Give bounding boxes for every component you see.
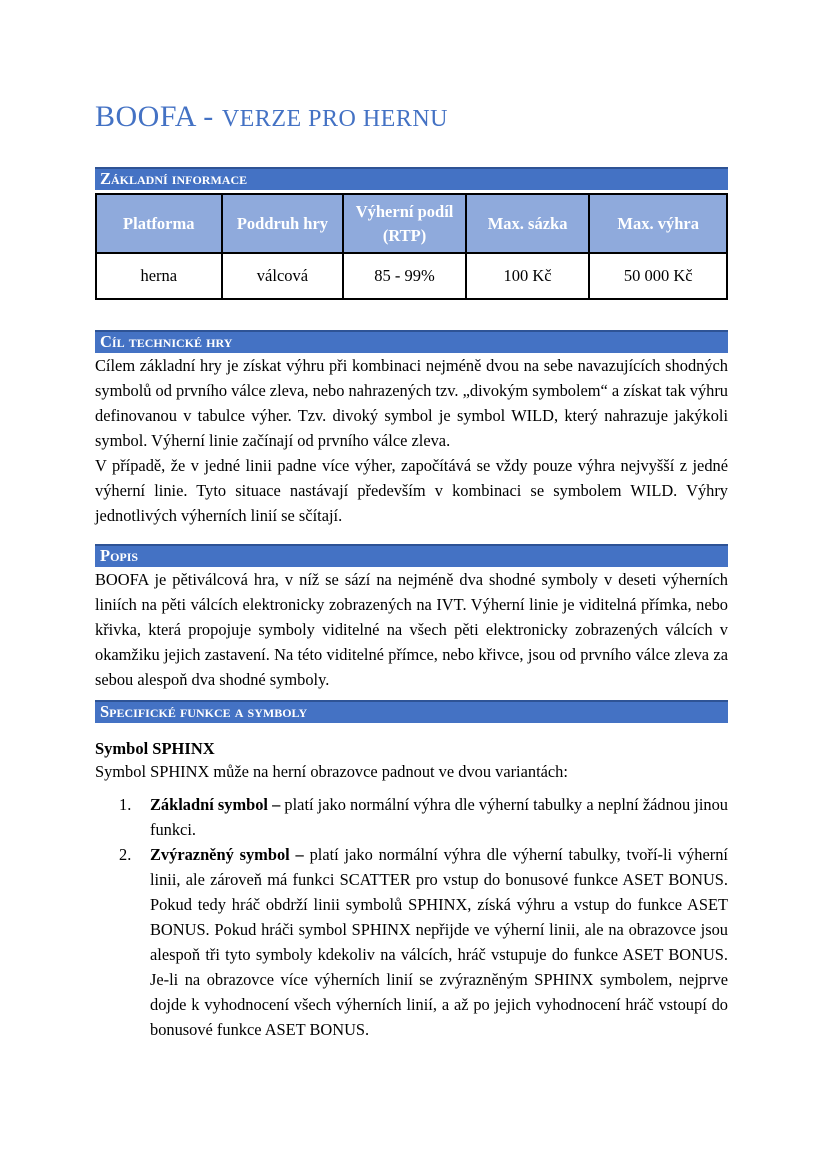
- paragraph-sphinx-intro: Symbol SPHINX může na herní obrazovce padnout ve dvou variantách:: [95, 762, 568, 781]
- table-cell-platforma: herna: [96, 253, 222, 299]
- list-item-zakladni-symbol: [95, 792, 728, 842]
- table-cell-max-sazka: 100 Kč: [466, 253, 590, 299]
- table-cell-vyherni-podil: 85 - 99%: [343, 253, 465, 299]
- section-bar-specificke-funkce: Specifické funkce a symboly: [95, 700, 728, 723]
- subheading-symbol-sphinx: Symbol SPHINX: [95, 739, 215, 758]
- document-title-sub: VERZE PRO HERNU: [221, 106, 448, 132]
- document-content: [95, 0, 728, 1042]
- basic-info-table: [95, 193, 728, 300]
- table-row: [96, 253, 727, 299]
- paragraph-cil-1: Cílem základní hry je získat výhru při kombinaci nejméně dvou na sebe navazujících shodných symbolů od prvního válce zleva, nebo nahrazených tzv. „divokým symbolem“ a získat tak výhru definovanou v tabulce výher. Tzv. divoký symbol je symbol WILD, který nahrazuje jakýkoli symbol. Výherní linie začínají od prvního válce zleva.: [95, 356, 728, 450]
- table-cell-max-vyhra: 50 000 Kč: [589, 253, 727, 299]
- document-title-main: BOOFA -: [95, 100, 222, 133]
- list-item-text: platí jako normální výhra dle výherní tabulky a neplní žádnou jinou funkci.: [150, 795, 728, 839]
- list-item-bold-lead: Zvýrazněný symbol –: [150, 845, 304, 864]
- list-item-bold-lead: Základní symbol –: [150, 795, 281, 814]
- document-title: [95, 99, 728, 140]
- list-item-zvyrazneny-symbol: [95, 842, 728, 1042]
- numbered-list: [95, 792, 728, 1042]
- table-header-max-sazka: Max. sázka: [466, 194, 590, 253]
- table-header-row: [96, 194, 727, 253]
- table-cell-poddruh-hry: válcová: [222, 253, 344, 299]
- table-header-platforma: Platforma: [96, 194, 222, 253]
- section-bar-cil-technicke-hry: Cíl technické hry: [95, 330, 728, 353]
- table-header-vyherni-podil: Výherní podíl (RTP): [343, 194, 465, 253]
- list-item-text: platí jako normální výhra dle výherní tabulky, tvoří-li výherní linii, ale zároveň má funkci SCATTER pro vstup do bonusové funkce ASET BONUS. Pokud tedy hráč obdrží linii symbolů SPHINX, získá výhru a vstup do funkce ASET BONUS. Pokud hráči symbol SPHINX nepřijde ve výherní linii, ale na obrazovce jsou alespoň tři tyto symboly kdekoliv na válcích, hráč vstupuje do funkce ASET BONUS. Je-li na obrazovce více výherních linií se zvýrazněným SPHINX symbolem, nejprve dojde k vyhodnocení všech výherních linií, a až po jejich vyhodnocení hráč vstoupí do bonusové funkce ASET BONUS.: [150, 845, 728, 1039]
- table-header-max-vyhra: Max. výhra: [589, 194, 727, 253]
- list-item-number: 1.: [119, 795, 132, 814]
- paragraph-popis: BOOFA je pětiválcová hra, v níž se sází na nejméně dva shodné symboly v deseti výherních liniích na pěti válcích elektronicky zobrazených na IVT. Výherní linie je viditelná přímka, nebo křivka, která propojuje symboly viditelné na všech pěti elektronicky zobrazených válcích v okamžiku jejich zastavení. Na této viditelné přímce, nebo křivce, jsou od prvního válce zleva za sebou alespoň dva shodné symboly.: [95, 570, 728, 689]
- table-header-poddruh-hry: Poddruh hry: [222, 194, 344, 253]
- paragraph-cil-2: V případě, že v jedné linii padne více výher, započítává se vždy pouze výhra nejvyšší z jedné výherní linie. Tyto situace nastávají především v kombinaci se symbolem WILD. Výhry jednotlivých výherních linií se sčítají.: [95, 456, 728, 525]
- section-bar-zakladni-informace: Základní informace: [95, 167, 728, 190]
- list-item-number: 2.: [119, 845, 132, 864]
- section-bar-popis: Popis: [95, 544, 728, 567]
